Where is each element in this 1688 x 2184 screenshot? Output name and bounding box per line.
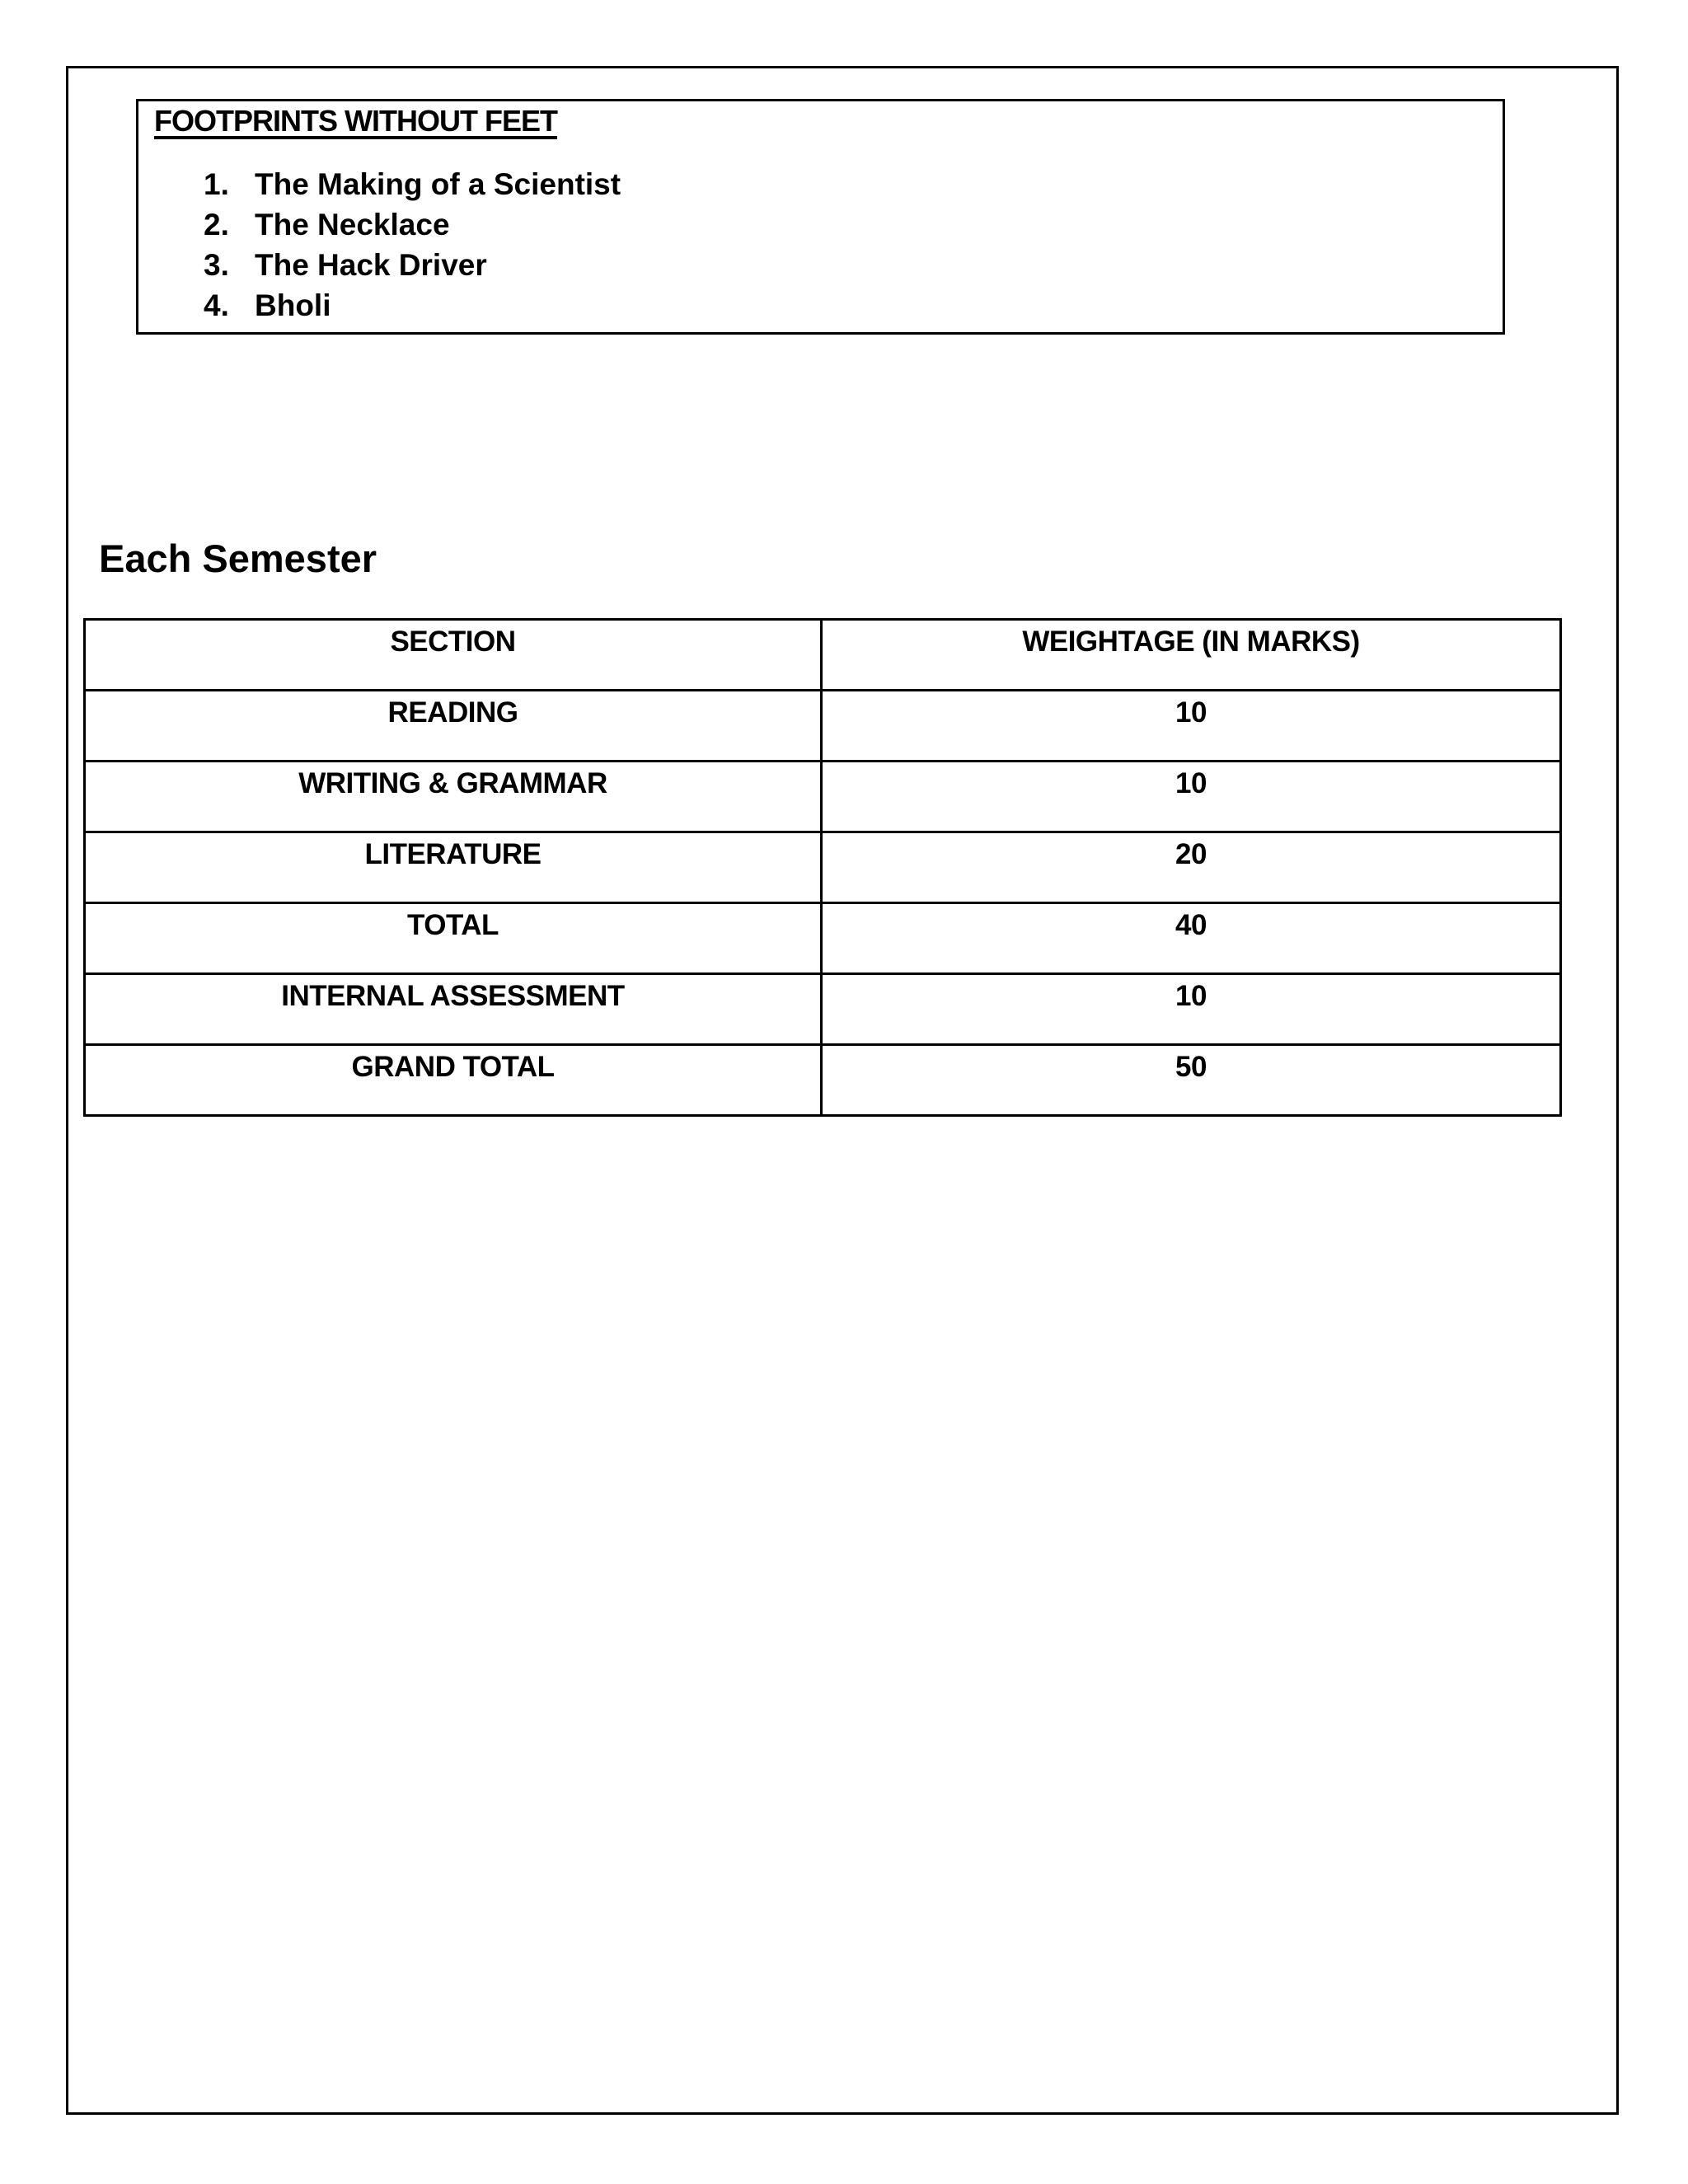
section-cell: READING [85,691,822,762]
table-row [85,832,1561,903]
marks-cell: 20 [822,832,1561,903]
table-row [85,903,1561,974]
chapter-title: The Making of a Scientist [255,167,621,201]
marks-cell: 10 [822,974,1561,1045]
chapter-number: 1. [204,167,229,201]
section-cell: INTERNAL ASSESSMENT [85,974,822,1045]
semester-heading: Each Semester [99,537,377,580]
table-header-row [85,620,1561,691]
weightage-column-header: WEIGHTAGE (IN MARKS) [822,620,1561,691]
table-row [85,1045,1561,1116]
table-row [85,974,1561,1045]
weightage-table [83,618,1562,1117]
section-cell: LITERATURE [85,832,822,903]
section-cell: WRITING & GRAMMAR [85,762,822,832]
table-row [85,691,1561,762]
book-title: FOOTPRINTS WITHOUT FEET [154,104,557,138]
marks-cell: 50 [822,1045,1561,1116]
chapter-number: 4. [204,288,229,322]
section-cell: GRAND TOTAL [85,1045,822,1116]
table-row [85,762,1561,832]
marks-cell: 10 [822,762,1561,832]
chapter-title: The Necklace [255,208,450,241]
marks-cell: 40 [822,903,1561,974]
book-chapters-box [136,99,1505,335]
chapter-title: The Hack Driver [255,248,487,282]
chapter-title: Bholi [255,288,331,322]
chapter-number: 2. [204,208,229,241]
section-cell: TOTAL [85,903,822,974]
section-column-header: SECTION [85,620,822,691]
chapter-number: 3. [204,248,229,282]
marks-cell: 10 [822,691,1561,762]
